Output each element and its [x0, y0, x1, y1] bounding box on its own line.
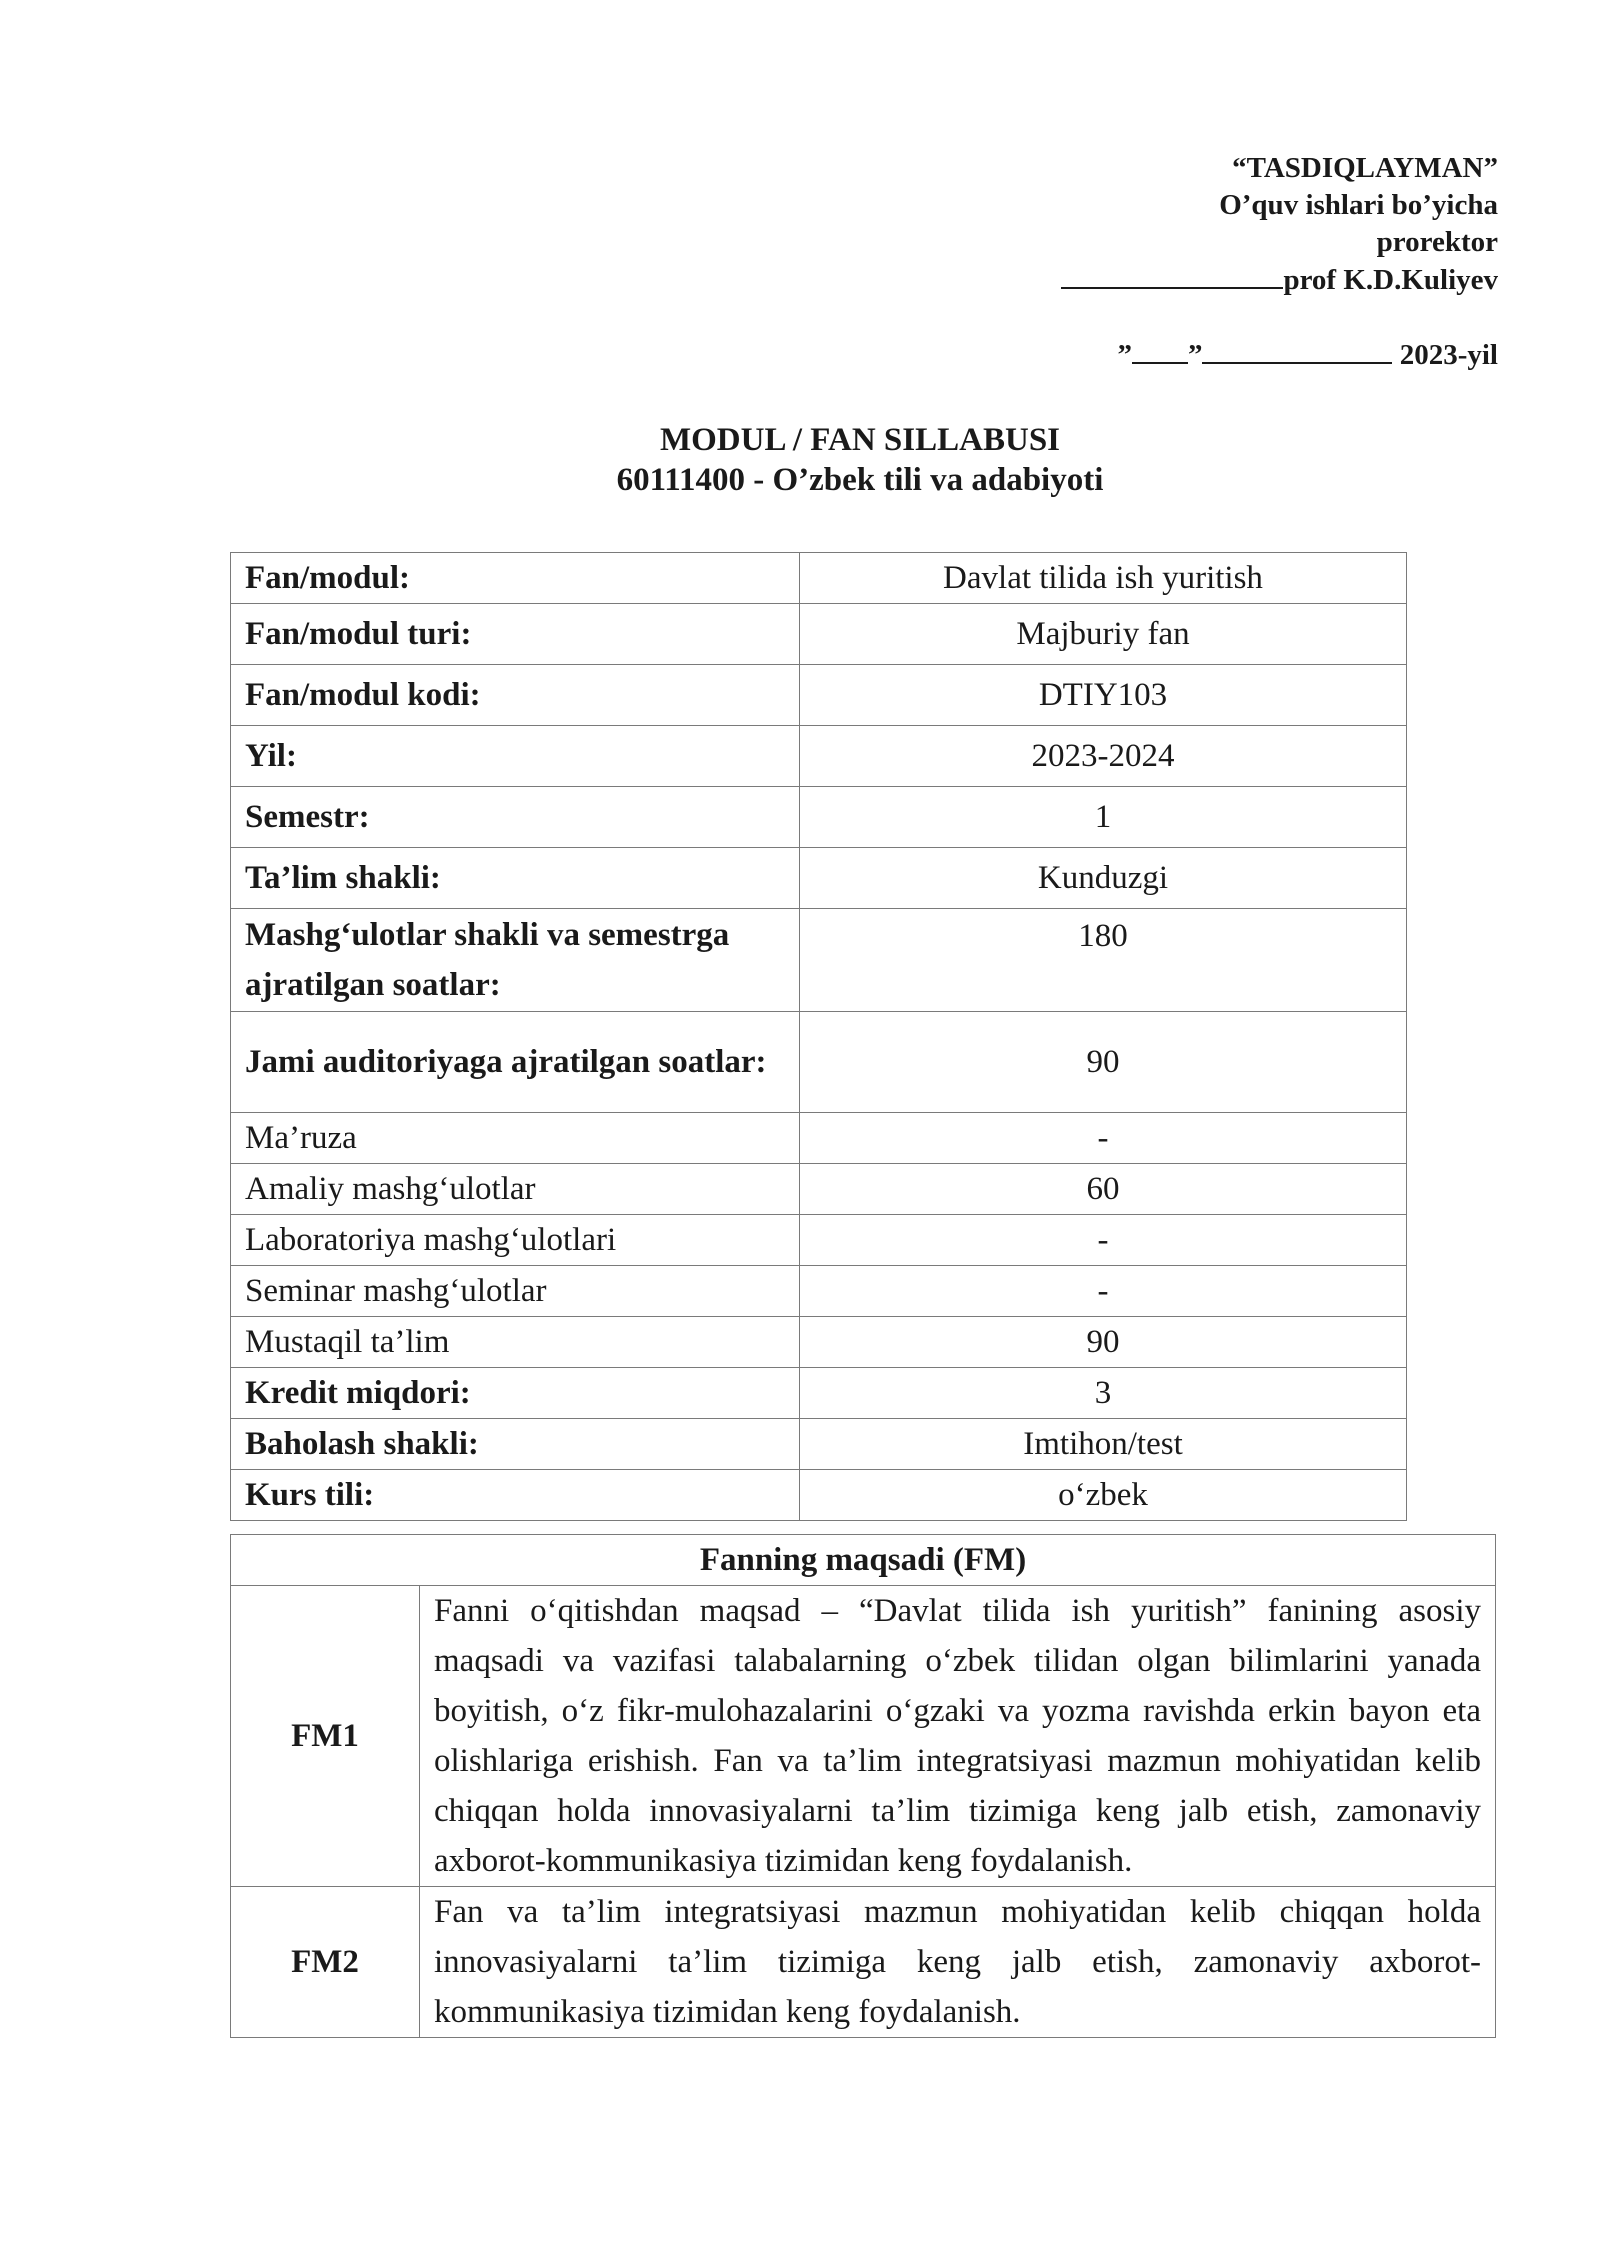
- row-label: Mashg‘ulotlar shakli va semestrga ajratilgan soatlar:: [231, 909, 800, 1012]
- row-value: 90: [800, 1012, 1407, 1113]
- row-value: -: [800, 1113, 1407, 1164]
- approval-heading: “TASDIQLAYMAN”: [1232, 152, 1498, 184]
- course-goals-table: [230, 1534, 1496, 2038]
- row-label: Semestr:: [231, 787, 800, 848]
- table-row: [231, 848, 1407, 909]
- goal-code: FM1: [231, 1586, 420, 1887]
- signature-blank: [1061, 261, 1283, 289]
- row-value: -: [800, 1215, 1407, 1266]
- row-value: 3: [800, 1368, 1407, 1419]
- approval-block: [1061, 150, 1498, 374]
- approval-year: 2023-yil: [1399, 339, 1498, 371]
- table-row: [231, 1470, 1407, 1521]
- table-row: [231, 1266, 1407, 1317]
- goals-heading: Fanning maqsadi (FM): [231, 1535, 1496, 1586]
- row-label: Mustaqil ta’lim: [231, 1317, 800, 1368]
- syllabus-info-table: [230, 552, 1407, 1521]
- document-title: [0, 420, 1600, 500]
- row-value: 180: [800, 909, 1407, 1012]
- row-label: Kurs tili:: [231, 1470, 800, 1521]
- row-value: 90: [800, 1317, 1407, 1368]
- row-label: Ma’ruza: [231, 1113, 800, 1164]
- day-blank: [1132, 336, 1188, 364]
- approval-signer: prof K.D.Kuliyev: [1283, 264, 1498, 296]
- row-label: Kredit miqdori:: [231, 1368, 800, 1419]
- row-label: Fan/modul kodi:: [231, 665, 800, 726]
- table-row: [231, 1887, 1496, 2038]
- table-row: [231, 1012, 1407, 1113]
- table-row: [231, 1215, 1407, 1266]
- approval-position-line1: O’quv ishlari bo’yicha: [1219, 189, 1498, 221]
- row-label: Seminar mashg‘ulotlar: [231, 1266, 800, 1317]
- table-row: [231, 1368, 1407, 1419]
- table-row: [231, 1164, 1407, 1215]
- row-label: Jami auditoriyaga ajratilgan soatlar:: [231, 1012, 800, 1113]
- row-value: o‘zbek: [800, 1470, 1407, 1521]
- table-row: [231, 726, 1407, 787]
- table-row: [231, 1419, 1407, 1470]
- row-label: Ta’lim shakli:: [231, 848, 800, 909]
- table-row: [231, 665, 1407, 726]
- month-blank: [1202, 336, 1392, 364]
- table-row: [231, 787, 1407, 848]
- table-row: [231, 553, 1407, 604]
- row-label: Fan/modul:: [231, 553, 800, 604]
- approval-date-line: [1061, 336, 1498, 374]
- goal-code: FM2: [231, 1887, 420, 2038]
- row-label: Yil:: [231, 726, 800, 787]
- approval-signature-line: [1061, 261, 1498, 299]
- row-label: Baholash shakli:: [231, 1419, 800, 1470]
- row-value: 1: [800, 787, 1407, 848]
- table-row: [231, 1586, 1496, 1887]
- goal-text: Fan va ta’lim integratsiyasi mazmun mohiyatidan kelib chiqqan holda innovasiyalarni ta’lim tizimiga keng jalb etish, zamonaviy axborot-kommunikasiya tizimidan keng foydalanish.: [420, 1887, 1496, 2038]
- date-quote-close: ”: [1187, 339, 1203, 371]
- row-value: -: [800, 1266, 1407, 1317]
- row-label: Fan/modul turi:: [231, 604, 800, 665]
- goal-text: Fanni o‘qitishdan maqsad – “Davlat tilida ish yuritish” fanining asosiy maqsadi va vazifasi talabalarning o‘zbek tilidan olgan bilimlarini yanada boyitish, o‘z fikr-mulohazalarini o‘gzaki va yozma ravishda erkin bayon eta olishlariga erishish. Fan va ta’lim integratsiyasi mazmun mohiyatidan kelib chiqqan holda innovasiyalarni ta’lim tizimiga keng jalb etish, zamonaviy axborot-kommunikasiya tizimidan keng foydalanish.: [420, 1586, 1496, 1887]
- row-value: Imtihon/test: [800, 1419, 1407, 1470]
- row-value: 2023-2024: [800, 726, 1407, 787]
- date-quote-open: ”: [1117, 339, 1132, 371]
- approval-position-line2: prorektor: [1376, 226, 1498, 258]
- row-label: Laboratoriya mashg‘ulotlari: [231, 1215, 800, 1266]
- table-row: [231, 1317, 1407, 1368]
- row-value: DTIY103: [800, 665, 1407, 726]
- title-line2: 60111400 - O’zbek tili va adabiyoti: [616, 462, 1104, 498]
- row-value: Kunduzgi: [800, 848, 1407, 909]
- table-row: [231, 909, 1407, 1012]
- title-line1: MODUL / FAN SILLABUSI: [659, 422, 1061, 458]
- row-label: Amaliy mashg‘ulotlar: [231, 1164, 800, 1215]
- row-value: Davlat tilida ish yuritish: [800, 553, 1407, 604]
- row-value: Majburiy fan: [800, 604, 1407, 665]
- table-row: [231, 604, 1407, 665]
- table-row: [231, 1113, 1407, 1164]
- row-value: 60: [800, 1164, 1407, 1215]
- table-row: [231, 1535, 1496, 1586]
